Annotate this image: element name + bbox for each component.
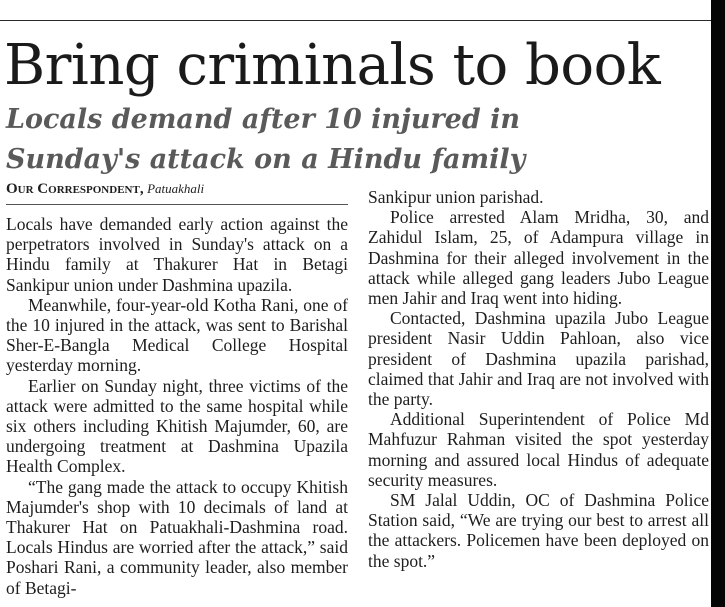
byline-rule — [6, 204, 348, 205]
page-edge-shadow — [711, 0, 725, 607]
paragraph: SM Jalal Uddin, OC of Dashmina Police Station said, “We are trying our best to arrest all the attackers. Policemen have been deployed on the spot.” — [368, 490, 709, 571]
paragraph: Meanwhile, four-year-old Kotha Rani, one of the 10 injured in the attack, was sent to Barishal Sher-E-Bangla Medical College Hospital yesterday morning. — [6, 294, 348, 376]
byline-author: Our Correspondent, — [6, 181, 144, 197]
paragraph: Sankipur union parishad. — [368, 187, 544, 207]
paragraph: Earlier on Sunday night, three victims of the attack were admitted to the same hospital while six others including Khitish Majumder, 60, are undergoing treatment at Dashmina Upazila Health Complex. — [6, 375, 348, 477]
paragraph: Additional Superintendent of Police Md Mahfuzur Rahman visited the spot yesterday morning and assured local Hindus of adequate security measures. — [368, 409, 709, 490]
paragraph: “The gang made the attack to occupy Khitish Majumder's shop with 10 decimals of land at Thakurer Hat on Patuakhali-Dashmina road. Locals Hindus are worried after the attack,” said Poshari Rani, a community leader, also member of Betagi- — [6, 476, 348, 598]
paragraph: Locals have demanded early action against the perpetrators involved in Sunday's attack on a Hindu family at Thakurer Hat in Betagi Sankipur union under Dashmina upazila. — [6, 214, 348, 295]
subheadline: Locals demand after 10 injured in Sunday's attack on a Hindu family — [6, 104, 526, 175]
article-column-2 — [368, 187, 709, 571]
byline-location: Patuakhali — [147, 181, 205, 196]
article-column-1 — [6, 214, 348, 598]
paragraph: Contacted, Dashmina upazila Jubo League president Nasir Uddin Pahloan, also vice president of Dashmina upazila parishad, claimed that Jahir and Iraq are not involved with the party. — [368, 308, 709, 410]
headline: Bring criminals to book — [4, 33, 661, 98]
byline — [6, 180, 204, 199]
paragraph: Police arrested Alam Mridha, 30, and Zahidul Islam, 25, of Adampura village in Dashmina for their alleged involvement in the attack while alleged gang leaders Jubo League men Jahir and Iraq went into hiding. — [368, 207, 709, 309]
top-rule — [0, 20, 711, 21]
